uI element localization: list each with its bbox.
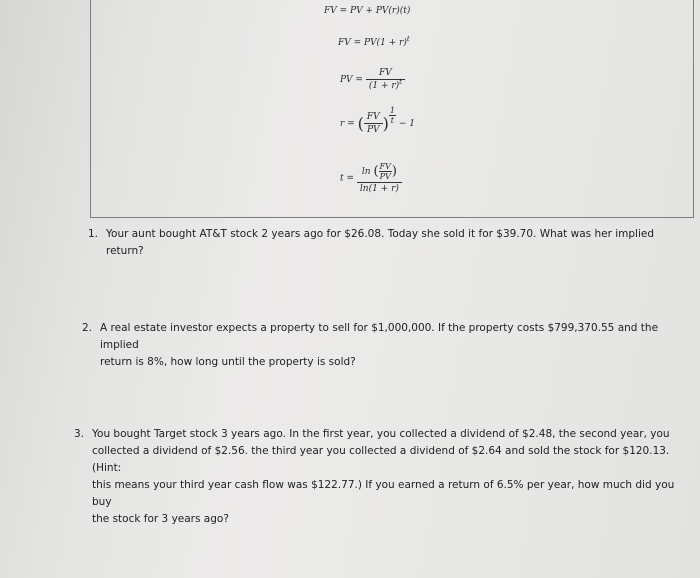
formula-5-open-paren: ( (373, 164, 379, 179)
formula-4-denominator: PV (366, 125, 380, 135)
formula-simple-interest (324, 6, 410, 16)
formula-4-exponent-numerator: 1 (389, 106, 395, 115)
formula-5-denominator: ln(1 + r) (359, 184, 399, 194)
formula-5-inner-denominator: PV (379, 172, 391, 181)
formula-present-value (340, 68, 405, 91)
question-2-line-2: return is 8%, how long until the property is sold? (100, 356, 356, 368)
formula-1-text: FV = PV + PV(r)(t) (324, 6, 411, 16)
question-3-line-3: this means your third year cash flow was $122.77.) If you earned a return of 6.5% per year, how much did you buy (92, 479, 675, 508)
formula-3-denominator (366, 80, 405, 91)
formula-4-numerator: FV (364, 112, 383, 124)
formula-4-tail: − 1 (398, 119, 415, 129)
formula-4-exponent (389, 106, 396, 125)
formula-3-denominator-base: (1 + r) (368, 81, 400, 91)
formula-time (340, 162, 402, 194)
formula-4-exponent-denominator: t (390, 116, 394, 125)
question-1-number: 1. (88, 228, 99, 240)
question-2-number: 2. (82, 322, 93, 334)
question-3-line-1: You bought Target stock 3 years ago. In the first year, you collected a dividend of $2.48, the second year, you (92, 428, 670, 440)
question-1 (88, 226, 688, 257)
question-3-number: 3. (74, 428, 85, 440)
formula-4-open-paren: ( (357, 114, 364, 133)
question-1-line-1: Your aunt bought AT&T stock 2 years ago for $26.08. Today she sold it for $39.70. What was her implied return? (106, 228, 654, 257)
formula-rate (340, 106, 415, 135)
formula-4-fraction (364, 112, 383, 135)
question-3-line-4: the stock for 3 years ago? (92, 513, 229, 525)
question-3-text (92, 426, 694, 528)
question-3 (74, 426, 694, 525)
question-2-text (100, 320, 682, 371)
formula-5-ln: ln (361, 167, 371, 177)
question-1-text (106, 226, 688, 260)
formula-5-numerator (357, 162, 402, 183)
formula-5-lhs: t = (340, 173, 355, 184)
question-2 (82, 320, 682, 368)
formula-3-lhs: PV = (340, 75, 363, 85)
formula-3-numerator: FV (366, 68, 405, 80)
formula-5-inner-fraction (379, 162, 392, 181)
formula-5-inner-numerator: FV (379, 162, 391, 171)
formula-5-close-paren: ) (391, 164, 397, 179)
question-2-line-1: A real estate investor expects a property to sell for $1,000,000. If the property costs $799,370.55 and the implied (100, 322, 659, 351)
formula-5-fraction (357, 162, 402, 194)
formula-4-close-paren: ) (382, 114, 389, 133)
formula-2-text: FV = PV(1 + r) (338, 38, 407, 48)
formula-2-exponent: t (406, 35, 410, 43)
formula-3-fraction (366, 68, 405, 91)
formula-3-denominator-exponent: t (399, 78, 402, 86)
question-3-line-2: collected a dividend of $2.56. the third year you collected a dividend of $2.64 and sold the stock for $120.13. (Hint: (92, 445, 670, 474)
formula-4-lhs: r = (340, 119, 355, 129)
formula-future-value (338, 35, 410, 48)
